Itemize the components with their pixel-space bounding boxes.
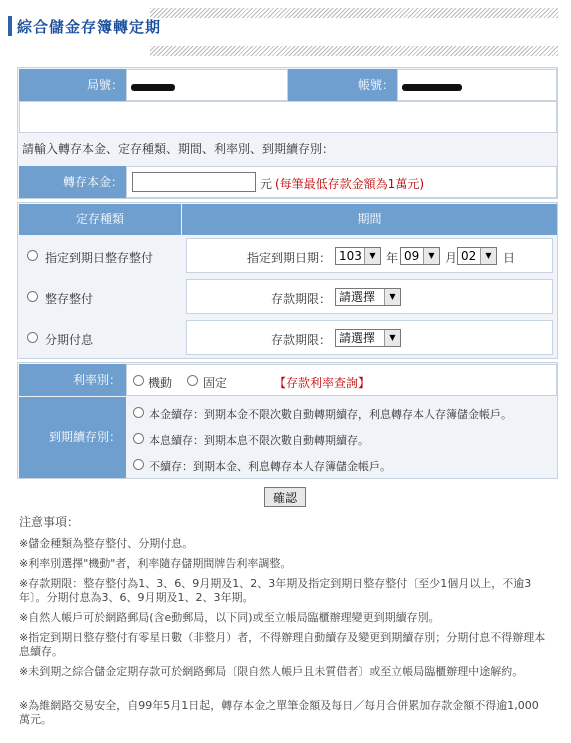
principal-label: 轉存本金： — [19, 166, 126, 198]
lump-sum-term-value: 請選擇 — [339, 290, 376, 304]
radio-lump-sum[interactable] — [27, 291, 38, 302]
principal-input[interactable] — [132, 172, 256, 192]
note-item: ※未到期之綜合儲金定期存款可於網路郵局〔限自然人帳戶且未質借者〕或至立帳局臨櫃辦理中途解約。 — [19, 665, 524, 678]
radio-no-renew[interactable] — [133, 459, 144, 470]
instruction-text: 請輸入轉存本金、定存種類、期間、利率別、到期續存別： — [22, 142, 335, 156]
radio-renew-principal[interactable] — [133, 407, 144, 418]
fixed-date-label: 指定到期日期： — [247, 251, 332, 265]
note-item: ※指定到期日整存整付有零星日數（非整月）者，不得辦理自動續存及變更到期續存別；分期付息不得辦理本息續存。 — [19, 631, 546, 658]
periodic-term-value: 請選擇 — [339, 331, 376, 345]
principal-unit: 元 — [260, 177, 273, 191]
type-periodic-interest-label: 分期付息 — [45, 333, 94, 347]
month-select[interactable] — [400, 247, 440, 265]
period-fixed-date-cell — [186, 238, 553, 273]
account-label: 帳號： — [288, 69, 397, 101]
month-unit: 月 — [445, 251, 458, 265]
period-header: 期間 — [182, 204, 557, 235]
year-select[interactable] — [335, 247, 381, 265]
radio-renew-principal-interest[interactable] — [133, 433, 144, 444]
radio-fixed-date[interactable] — [27, 250, 38, 261]
day-value: 02 — [461, 249, 477, 263]
day-unit: 日 — [503, 251, 516, 265]
title-hatch-bottom — [150, 46, 558, 56]
rate-fixed-label: 固定 — [203, 376, 228, 390]
title-accent-bar — [8, 16, 12, 36]
notes-title: 注意事項： — [19, 515, 80, 529]
period-periodic-interest-cell — [186, 320, 553, 355]
chevron-down-icon: ▼ — [364, 248, 380, 264]
lump-sum-term-select[interactable] — [335, 288, 401, 306]
blank-row — [19, 101, 557, 133]
branch-value — [126, 69, 288, 101]
periodic-term-select[interactable] — [335, 329, 401, 347]
confirm-button[interactable]: 確認 — [264, 487, 306, 507]
account-section — [17, 67, 558, 199]
title-hatch-top — [150, 8, 558, 18]
type-lump-sum-label: 整存整付 — [45, 292, 94, 306]
radio-rate-fixed[interactable] — [187, 375, 198, 386]
rate-label: 利率別： — [19, 364, 126, 396]
rate-inquiry-link[interactable]: 【存款利率查詢】 — [274, 376, 371, 390]
account-redacted — [402, 84, 462, 91]
account-value — [397, 69, 557, 101]
rate-renewal-section — [17, 362, 558, 479]
branch-label: 局號： — [19, 69, 126, 101]
year-unit: 年 — [386, 251, 399, 265]
note-item: ※存款期限：整存整付為1、3、6、9月期及1、2、3年期及指定到期日整存整付〔至少1個月以上，不逾3年〕。分期付息為3、6、9月期及1、2、3年期。 — [19, 577, 532, 604]
note-item: ※自然人帳戶可於網路郵局(含e動郵局，以下同)或至立帳局臨櫃辦理變更到期續存別。 — [19, 611, 440, 624]
type-fixed-date-label: 指定到期日整存整付 — [45, 251, 154, 265]
renew-principal-interest-label: 本息續存：到期本息不限次數自動轉期續存。 — [149, 434, 369, 447]
note-item: ※為維網路交易安全，自99年5月1日起，轉存本金之單筆金額及每日／每月合併累加存款金額不得逾1,000萬元。 — [19, 699, 539, 726]
note-item: ※儲金種類為整存整付、分期付息。 — [19, 537, 194, 550]
no-renew-label: 不續存：到期本金、利息轉存本人存簿儲金帳戶。 — [149, 460, 391, 473]
chevron-down-icon: ▼ — [480, 248, 496, 264]
renewal-label: 到期續存別： — [19, 397, 126, 478]
chevron-down-icon: ▼ — [384, 330, 400, 346]
principal-cell — [126, 166, 557, 198]
deposit-type-header: 定存種類 — [19, 204, 181, 235]
periodic-term-label: 存款期限： — [271, 333, 332, 347]
radio-rate-floating[interactable] — [133, 375, 144, 386]
period-lump-sum-cell — [186, 279, 553, 314]
principal-hint: (每筆最低存款金額為1萬元) — [275, 177, 424, 191]
deposit-type-section — [17, 202, 558, 359]
year-value: 103 — [339, 249, 362, 263]
renew-principal-label: 本金續存：到期本金不限次數自動轉期續存，利息轉存本人存簿儲金帳戶。 — [149, 408, 512, 421]
rate-floating-label: 機動 — [148, 376, 173, 390]
day-select[interactable] — [457, 247, 497, 265]
branch-redacted — [131, 84, 175, 91]
month-value: 09 — [404, 249, 420, 263]
rate-cell — [126, 364, 557, 396]
chevron-down-icon: ▼ — [384, 289, 400, 305]
page-title: 綜合儲金存簿轉定期 — [17, 18, 162, 36]
note-item: ※利率別選擇"機動"者，利率隨存儲期間牌告利率調整。 — [19, 557, 292, 570]
chevron-down-icon: ▼ — [423, 248, 439, 264]
radio-periodic-interest[interactable] — [27, 332, 38, 343]
lump-sum-term-label: 存款期限： — [271, 292, 332, 306]
